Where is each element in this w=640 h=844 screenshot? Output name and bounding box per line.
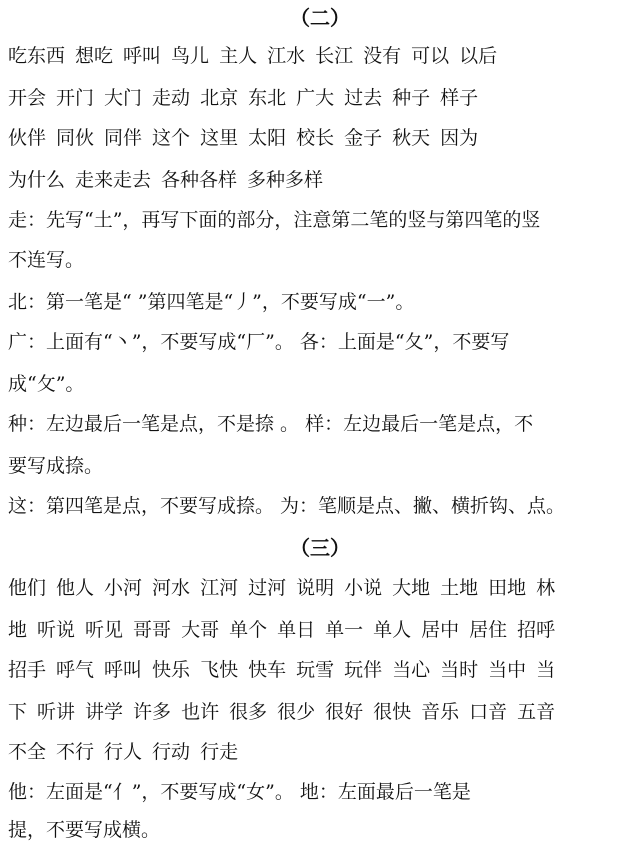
word: 长江 (315, 45, 354, 67)
word: 开门 (56, 87, 95, 109)
word: 可以 (411, 45, 450, 67)
word: 大哥 (181, 619, 220, 641)
word: 听讲 (37, 701, 76, 723)
word: 多种多样 (247, 169, 324, 191)
word: 地 (8, 619, 28, 641)
word: 同伴 (104, 127, 143, 149)
word: 五音 (517, 701, 556, 723)
word: 不行 (56, 741, 95, 763)
word: 招手 (8, 659, 47, 681)
word: 样子 (440, 87, 479, 109)
word: 田地 (488, 577, 527, 599)
word: 当心 (392, 659, 431, 681)
word: 太阳 (248, 127, 287, 149)
note-guang-ge-2: 成“攵”。 (8, 373, 85, 395)
word: 快乐 (152, 659, 191, 681)
word: 单一 (325, 619, 364, 641)
word: 很少 (277, 701, 316, 723)
word: 他人 (56, 577, 95, 599)
word: 土地 (440, 577, 479, 599)
word: 行人 (104, 741, 143, 763)
word: 过河 (248, 577, 287, 599)
note-bei: 北：第一笔是“ ”第四笔是“丿”，不要写成“一”。 (8, 291, 415, 313)
note-zou-2: 不连写。 (8, 249, 85, 271)
word: 校长 (296, 127, 335, 149)
word: 许多 (133, 701, 172, 723)
word: 下 (8, 701, 28, 723)
section-2-heading: （二） (290, 6, 350, 30)
note-zou-1: 走：先写“土”，再写下面的部分，注意第二笔的竖与第四笔的竖 (8, 209, 541, 231)
section-3-heading: （三） (290, 536, 350, 560)
word: 很多 (229, 701, 268, 723)
word: 河水 (152, 577, 191, 599)
word: 不全 (8, 741, 47, 763)
word: 林 (536, 577, 556, 599)
word: 呼叫 (104, 659, 143, 681)
word: 这里 (200, 127, 239, 149)
note-zhong-yang-2: 要写成捺。 (8, 455, 104, 477)
word: 想吃 (75, 45, 114, 67)
word: 音乐 (421, 701, 460, 723)
word: 玩雪 (296, 659, 335, 681)
word: 东北 (248, 87, 287, 109)
word: 鸟儿 (171, 45, 210, 67)
word: 当 (536, 659, 556, 681)
word: 也许 (181, 701, 220, 723)
word: 讲学 (85, 701, 124, 723)
word: 很快 (373, 701, 412, 723)
note-ta-di-2: 提，不要写成横。 (8, 819, 161, 841)
word: 快车 (248, 659, 287, 681)
word-line-2-2 (8, 86, 632, 110)
word: 各种各样 (161, 169, 238, 191)
word: 过去 (344, 87, 383, 109)
word: 很好 (325, 701, 364, 723)
word: 小说 (344, 577, 383, 599)
word: 居住 (469, 619, 508, 641)
word: 说明 (296, 577, 335, 599)
word: 主人 (219, 45, 258, 67)
word-line-2-3 (8, 126, 632, 150)
word: 他们 (8, 577, 47, 599)
word-line-3-3 (8, 658, 632, 682)
word: 江河 (200, 577, 239, 599)
word-line-3-4 (8, 700, 632, 724)
word-line-3-2 (8, 618, 632, 642)
word: 呼叫 (123, 45, 162, 67)
note-zhong-yang-1: 种：左边最后一笔是点，不是捺 。 样：左边最后一笔是点，不 (8, 413, 534, 435)
word: 以后 (459, 45, 498, 67)
word: 单个 (229, 619, 268, 641)
word: 当中 (488, 659, 527, 681)
word: 伙伴 (8, 127, 47, 149)
word-line-3-5 (8, 740, 632, 764)
word: 单日 (277, 619, 316, 641)
note-ta-di-1: 他：左面是“亻”，不要写成“女”。 地：左面最后一笔是 (8, 781, 471, 803)
word: 没有 (363, 45, 402, 67)
word: 听见 (85, 619, 124, 641)
word: 哥哥 (133, 619, 172, 641)
word: 金子 (344, 127, 383, 149)
word: 行走 (200, 741, 239, 763)
word: 因为 (440, 127, 479, 149)
word: 听说 (37, 619, 76, 641)
word: 行动 (152, 741, 191, 763)
word: 广大 (296, 87, 335, 109)
word: 秋天 (392, 127, 431, 149)
word-line-2-1 (8, 44, 632, 68)
word: 飞快 (200, 659, 239, 681)
word: 北京 (200, 87, 239, 109)
word: 大地 (392, 577, 431, 599)
word: 同伙 (56, 127, 95, 149)
word: 玩伴 (344, 659, 383, 681)
note-guang-ge-1: 广：上面有“丶”，不要写成“厂”。 各：上面是“夂”，不要写 (8, 331, 510, 353)
word: 走来走去 (75, 169, 152, 191)
note-zhe-wei: 这：第四笔是点，不要写成捺。 为：笔顺是点、撇、横折钩、点。 (8, 495, 566, 517)
word: 为什么 (8, 169, 66, 191)
word: 招呼 (517, 619, 556, 641)
word-line-3-1 (8, 576, 632, 600)
word: 江水 (267, 45, 306, 67)
word: 开会 (8, 87, 47, 109)
word: 当时 (440, 659, 479, 681)
word: 居中 (421, 619, 460, 641)
word: 走动 (152, 87, 191, 109)
word-line-2-4 (8, 168, 632, 192)
word: 单人 (373, 619, 412, 641)
word: 这个 (152, 127, 191, 149)
word: 小河 (104, 577, 143, 599)
word: 口音 (469, 701, 508, 723)
word: 种子 (392, 87, 431, 109)
word: 呼气 (56, 659, 95, 681)
word: 吃东西 (8, 45, 66, 67)
word: 大门 (104, 87, 143, 109)
